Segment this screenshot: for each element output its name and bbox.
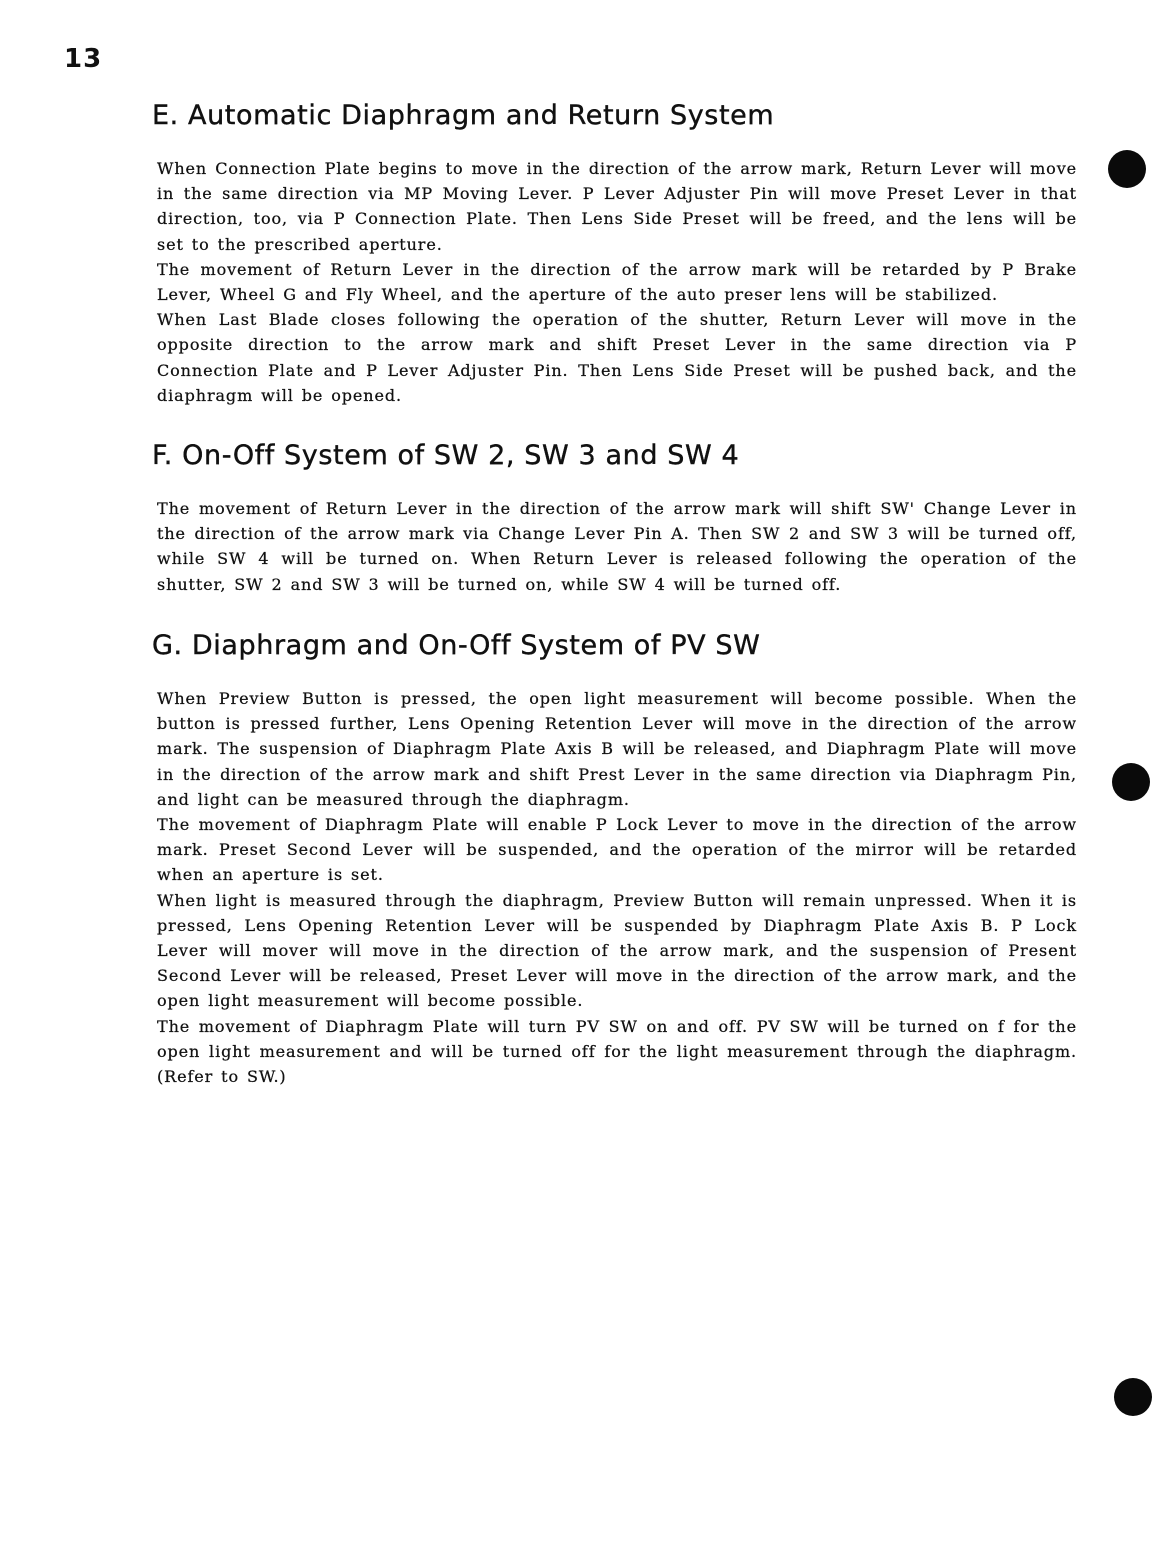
section-body bbox=[157, 686, 1077, 1089]
section-diaphragm-pv-sw bbox=[152, 630, 1077, 1087]
section-heading: E. Automatic Diaphragm and Return System bbox=[152, 100, 775, 131]
section-heading: F. On-Off System of SW 2, SW 3 and SW 4 bbox=[152, 440, 740, 471]
paragraph: The movement of Return Lever in the direction of the arrow mark will shift SW' Change Lever in the direction of the arrow mark via Change Lever Pin A. Then SW 2 and SW 3 will be turned off, while SW 4 will be turned on. When Return Lever is released following the operation of the shutter, SW 2 and SW 3 will be turned on, while SW 4 will be turned off. bbox=[157, 499, 1077, 594]
paragraph: The movement of Diaphragm Plate will turn PV SW on and off. PV SW will be turned on f for the open light measurement and will be turned off for the light measurement through the diaphragm. (Refer to SW.) bbox=[157, 1016, 1077, 1087]
punch-hole-icon bbox=[1108, 150, 1146, 188]
paragraph: When light is measured through the diaphragm, Preview Button will remain unpressed. When it is pressed, Lens Opening Retention Lever will be suspended by Diaphragm Plate Axis B. P Lock Lever will mover will move in the direction of the arrow mark, and the suspension of Present Second Lever will be released, Preset Lever will move in the direction of the arrow mark, and the open light measurement will become possible. bbox=[157, 890, 1077, 1011]
punch-hole-icon bbox=[1114, 1378, 1152, 1416]
punch-hole-icon bbox=[1112, 763, 1150, 801]
paragraph: When Preview Button is pressed, the open light measurement will become possible. When the button is pressed further, Lens Opening Retention Lever will move in the direction of the arrow mark. The suspension of Diaphragm Plate Axis B will be released, and Diaphragm Plate will move in the direction of the arrow mark and shift Prest Lever in the same direction via Diaphragm Pin, and light can be measured through the diaphragm. bbox=[157, 689, 1077, 809]
paragraph: The movement of Return Lever in the direction of the arrow mark will be retarded by P Brake Lever, Wheel G and Fly Wheel, and the aperture of the auto preser lens will be stabilized. bbox=[157, 259, 1077, 305]
paragraph: The movement of Diaphragm Plate will enable P Lock Lever to move in the direction of the arrow mark. Preset Second Lever will be suspended, and the operation of the mirror will be retarded when an aperture is set. bbox=[157, 815, 1077, 885]
section-automatic-diaphragm bbox=[152, 100, 1077, 405]
page-number: 13 bbox=[64, 44, 103, 74]
paragraph: When Connection Plate begins to move in the direction of the arrow mark, Return Lever will move in the same direction via MP Moving Lever. P Lever Adjuster Pin will move Preset Lever in that direction, too, via P Connection Plate. Then Lens Side Preset will be freed, and the lens will be set to the prescribed aperture. bbox=[157, 159, 1077, 254]
section-body bbox=[157, 496, 1077, 597]
section-on-off-sw234 bbox=[152, 440, 1077, 594]
paragraph: When Last Blade closes following the operation of the shutter, Return Lever will move in the opposite direction to the arrow mark and shift Preset Lever in the same direction via P Connection Plate and P Lever Adjuster Pin. Then Lens Side Preset will be pushed back, and the diaphragm will be opened. bbox=[157, 310, 1077, 405]
section-body bbox=[157, 156, 1077, 408]
section-heading: G. Diaphragm and On-Off System of PV SW bbox=[152, 630, 761, 661]
